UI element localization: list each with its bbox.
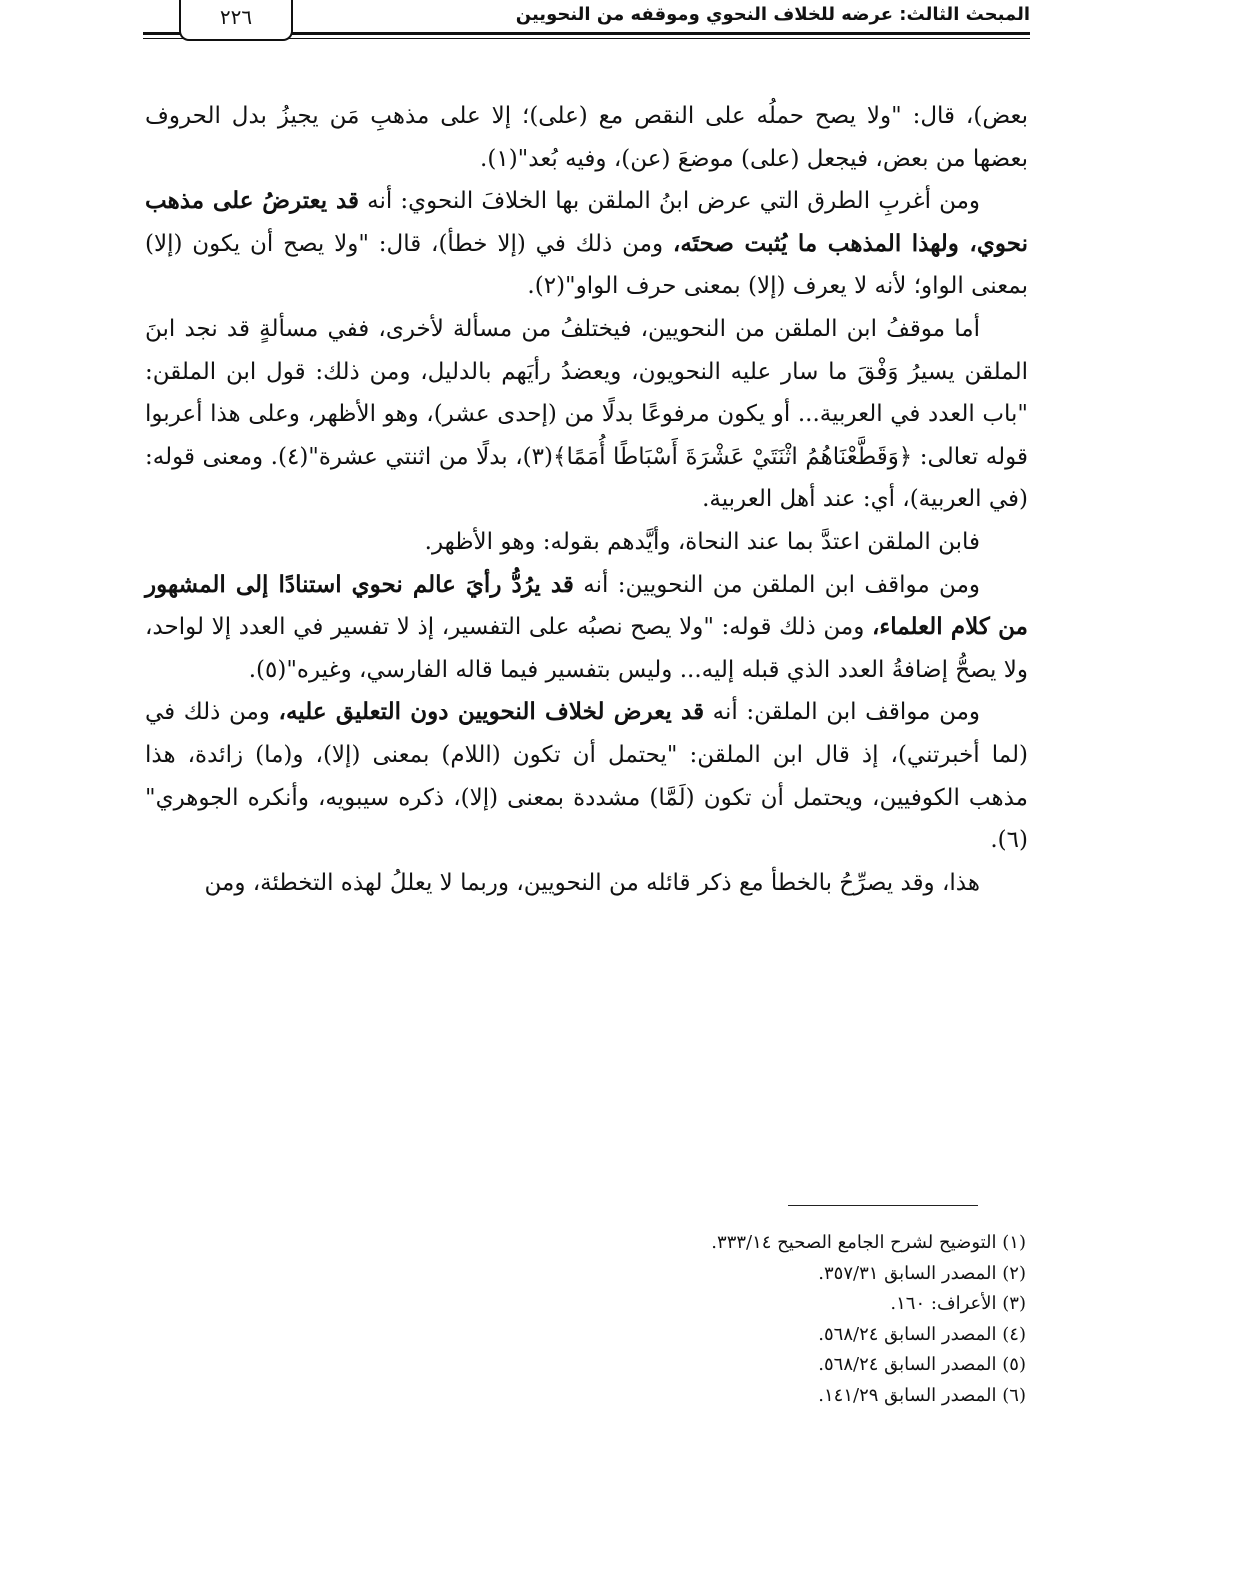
paragraph-2-text-a: ومن أغربِ الطرق التي عرض ابنُ الملقن بها الخلافَ النحوي: أنه [359,188,980,215]
paragraph-5 [145,564,1028,692]
paragraph-6-bold: قد يعرض لخلاف النحويين دون التعليق عليه، [278,698,705,726]
paragraph-3: أما موقفُ ابن الملقن من النحويين، فيختلفُ من مسألة لأخرى، ففي مسألةٍ قد نجد ابنَ الملقن يسيرُ وَفْقَ ما سار عليه النحويون، ويعضدُ رأيَهم بالدليل، ومن ذلك: قول ابن الملقن: "باب العدد في العربية... أو يكون مرفوعًا بدلًا من (إحدى عشر)، وهو الأظهر، وعلى هذا أعربوا قوله تعالى: ﴿وَقَطَّعْنَاهُمُ اثْنَتَيْ عَشْرَةَ أَسْبَاطًا أُمَمًا﴾(٣)، بدلًا من اثنتي عشرة"(٤). ومعنى قوله: (في العربية)، أي: عند أهل العربية. [145,315,1028,513]
paragraph-5-text-c: ومن ذلك قوله: "ولا يصح نصبُه على التفسير، إذ لا تفسير في العدد إلا لواحد، ولا يصحُّ إضافةُ العدد الذي قبله إليه... وليس بتفسير فيما قاله الفارسي، وغيره"(٥). [145,614,1028,683]
paragraph-1: بعض)، قال: "ولا يصح حملُه على النقص مع (على)؛ إلا على مذهبِ مَن يجيزُ بدل الحروف بعضها من بعض، فيجعل (على) موضعَ (عن)، وفيه بُعد"(١). [145,103,1028,172]
paragraph-2-text-c: ومن ذلك في (إلا خطأ)، قال: "ولا يصح أن يكون (إلا) بمعنى الواو؛ لأنه لا يعرف (إلا) بمعنى حرف الواو"(٢). [145,230,1028,300]
paragraph-2 [145,180,1028,308]
footnote-1: (١) التوضيح لشرح الجامع الصحيح ٣٣٣/١٤. [711,1232,1026,1253]
paragraph-6-text-a: ومن مواقف ابن الملقن: أنه [704,699,981,726]
paragraph-6 [145,691,1028,861]
footnotes [300,1228,1026,1411]
paragraph-7: هذا، وقد يصرِّحُ بالخطأ مع ذكر قائله من النحويين، وربما لا يعللُ لهذه التخطئة، ومن [204,869,980,896]
paragraph-2-bold: قد يعترضُ على مذهب نحوي، ولهذا المذهب ما يُثبت صحتَه، [145,187,1028,257]
footnote-4: (٤) المصدر السابق ٥٦٨/٢٤. [818,1323,1026,1345]
running-title: المبحث الثالث: عرضه للخلاف النحوي وموقفه من النحويين [515,4,1030,25]
main-text [145,95,1028,904]
paragraph-4: فابن الملقن اعتدَّ بما عند النحاة، وأيَّدهم بقوله: وهو الأظهر. [424,528,980,555]
footnote-6: (٦) المصدر السابق ١٤١/٢٩. [818,1384,1026,1406]
footnote-5: (٥) المصدر السابق ٥٦٨/٢٤. [818,1354,1026,1375]
paragraph-6-text-c: ومن ذلك في (لما أخبرتني)، إذ قال ابن الملقن: "يحتمل أن تكون (اللام) بمعنى (إلا)، و(ما) زائدة، هذا مذهب الكوفيين، ويحتمل أن تكون (لَمَّا) مشددة بمعنى (إلا)، ذكره سيبويه، وأنكره الجوهري"(٦). [145,699,1028,854]
footnote-3: (٣) الأعراف: ١٦٠. [890,1293,1026,1314]
page-number: ٢٢٦ [179,0,293,41]
footnote-separator [788,1205,978,1206]
paragraph-5-bold: قد يرُدُّ رأيَ عالم نحوي استنادًا إلى المشهور من كلام العلماء، [145,570,1028,641]
page-header [143,0,1030,46]
paragraph-5-text-a: ومن مواقف ابن الملقن من النحويين: أنه [573,571,980,598]
footnote-2: (٢) المصدر السابق ٣٥٧/٣١. [818,1262,1026,1284]
